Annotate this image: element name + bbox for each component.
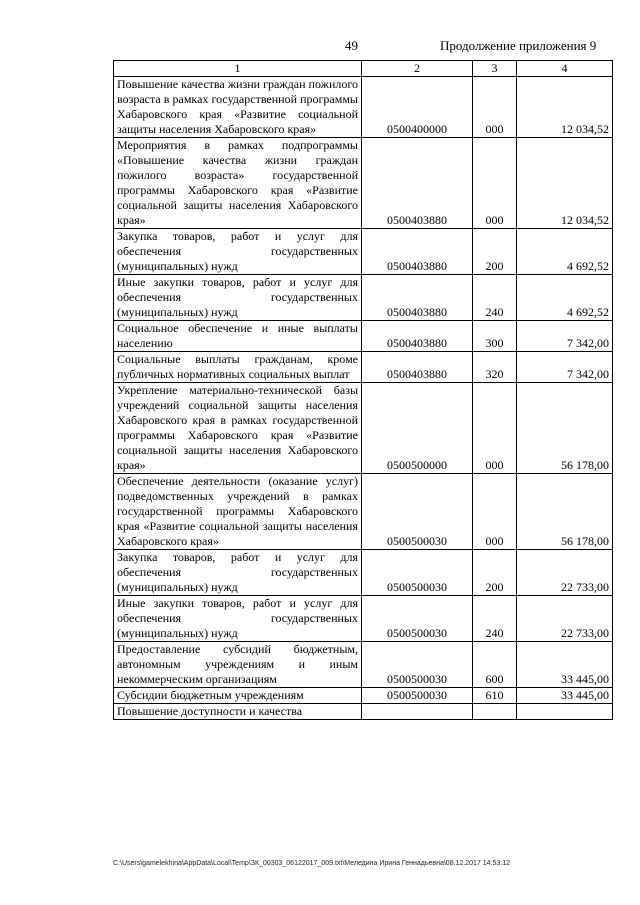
column-header-1: 1 bbox=[114, 61, 362, 77]
row-name-cell: Мероприятия в рамках подпрограммы «Повышение качества жизни граждан пожилого возраста» государственной программы Хабаровского края «Развитие социальной защиты населения Хабаровского края» bbox=[114, 138, 362, 229]
row-name-cell: Повышение доступности и качества bbox=[114, 704, 362, 720]
row-amount-cell: 33 445,00 bbox=[517, 688, 613, 704]
row-name-cell: Субсидии бюджетным учреждениям bbox=[114, 688, 362, 704]
table-row bbox=[114, 383, 613, 474]
row-code-cell: 0500403880 bbox=[362, 352, 473, 383]
row-vr-cell: 300 bbox=[473, 321, 517, 352]
row-name-cell: Предоставление субсидий бюджетным, автономным учреждениям и иным некоммерческим организациям bbox=[114, 642, 362, 688]
row-code-cell: 0500500030 bbox=[362, 596, 473, 642]
table-row bbox=[114, 77, 613, 138]
column-header-3: 3 bbox=[473, 61, 517, 77]
row-code-cell: 0500500030 bbox=[362, 474, 473, 550]
row-name-cell: Закупка товаров, работ и услуг для обеспечения государственных (муниципальных) нужд bbox=[114, 550, 362, 596]
table-row bbox=[114, 321, 613, 352]
budget-table bbox=[113, 60, 613, 720]
row-name-cell: Повышение качества жизни граждан пожилого возраста в рамках государственной программы Хабаровского края «Развитие социальной защиты населения Хабаровского края» bbox=[114, 77, 362, 138]
row-vr-cell: 000 bbox=[473, 77, 517, 138]
row-code-cell: 0500500030 bbox=[362, 550, 473, 596]
row-code-cell: 0500403880 bbox=[362, 138, 473, 229]
table-row bbox=[114, 550, 613, 596]
row-name-cell: Закупка товаров, работ и услуг для обеспечения государственных (муниципальных) нужд bbox=[114, 229, 362, 275]
row-vr-cell: 240 bbox=[473, 596, 517, 642]
row-amount-cell: 7 342,00 bbox=[517, 352, 613, 383]
table-row bbox=[114, 229, 613, 275]
row-amount-cell: 33 445,00 bbox=[517, 642, 613, 688]
row-code-cell bbox=[362, 704, 473, 720]
row-code-cell: 0500500030 bbox=[362, 642, 473, 688]
row-amount-cell: 56 178,00 bbox=[517, 383, 613, 474]
row-amount-cell: 7 342,00 bbox=[517, 321, 613, 352]
row-code-cell: 0500400000 bbox=[362, 77, 473, 138]
row-vr-cell: 000 bbox=[473, 474, 517, 550]
table-row bbox=[114, 642, 613, 688]
row-amount-cell: 56 178,00 bbox=[517, 474, 613, 550]
row-vr-cell: 000 bbox=[473, 138, 517, 229]
row-vr-cell bbox=[473, 704, 517, 720]
row-amount-cell: 22 733,00 bbox=[517, 550, 613, 596]
row-amount-cell bbox=[517, 704, 613, 720]
table-row bbox=[114, 138, 613, 229]
row-vr-cell: 240 bbox=[473, 275, 517, 321]
row-amount-cell: 12 034,52 bbox=[517, 138, 613, 229]
table-row bbox=[114, 275, 613, 321]
row-name-cell: Иные закупки товаров, работ и услуг для обеспечения государственных (муниципальных) нужд bbox=[114, 596, 362, 642]
row-code-cell: 0500500030 bbox=[362, 688, 473, 704]
column-header-4: 4 bbox=[517, 61, 613, 77]
row-code-cell: 0500403880 bbox=[362, 321, 473, 352]
row-vr-cell: 320 bbox=[473, 352, 517, 383]
table-header-row bbox=[114, 61, 613, 77]
row-amount-cell: 4 692,52 bbox=[517, 229, 613, 275]
row-name-cell: Обеспечение деятельности (оказание услуг) подведомственных учреждений в рамках государственной программы Хабаровского края «Развитие социальной защиты населения Хабаровского края» bbox=[114, 474, 362, 550]
row-vr-cell: 600 bbox=[473, 642, 517, 688]
table-row bbox=[114, 474, 613, 550]
row-vr-cell: 610 bbox=[473, 688, 517, 704]
row-name-cell: Иные закупки товаров, работ и услуг для обеспечения государственных (муниципальных) нужд bbox=[114, 275, 362, 321]
row-vr-cell: 200 bbox=[473, 229, 517, 275]
row-vr-cell: 000 bbox=[473, 383, 517, 474]
row-name-cell: Укрепление материально-технической базы учреждений социальной защиты населения Хабаровского края в рамках государственной программы Хабаровского края «Развитие социальной защиты населения Хабаровского края» bbox=[114, 383, 362, 474]
continuation-label: Продолжение приложения 9 bbox=[440, 38, 597, 53]
table-row bbox=[114, 352, 613, 383]
row-amount-cell: 12 034,52 bbox=[517, 77, 613, 138]
row-code-cell: 0500403880 bbox=[362, 229, 473, 275]
table-row bbox=[114, 704, 613, 720]
row-name-cell: Социальное обеспечение и иные выплаты населению bbox=[114, 321, 362, 352]
table-row bbox=[114, 688, 613, 704]
row-name-cell: Социальные выплаты гражданам, кроме публичных нормативных социальных выплат bbox=[114, 352, 362, 383]
row-code-cell: 0500500000 bbox=[362, 383, 473, 474]
row-vr-cell: 200 bbox=[473, 550, 517, 596]
table-body bbox=[114, 77, 613, 720]
row-amount-cell: 4 692,52 bbox=[517, 275, 613, 321]
page-number: 49 bbox=[345, 38, 358, 53]
row-amount-cell: 22 733,00 bbox=[517, 596, 613, 642]
row-code-cell: 0500403880 bbox=[362, 275, 473, 321]
table-row bbox=[114, 596, 613, 642]
footer-file-path: C:\Users\gamelekhina\AppData\Local\Temp\ЗК_00303_06122017_009.txt\Меледина Ирина Геннадьевна\08.12.2017 14:53:12 bbox=[113, 860, 511, 867]
column-header-2: 2 bbox=[362, 61, 473, 77]
